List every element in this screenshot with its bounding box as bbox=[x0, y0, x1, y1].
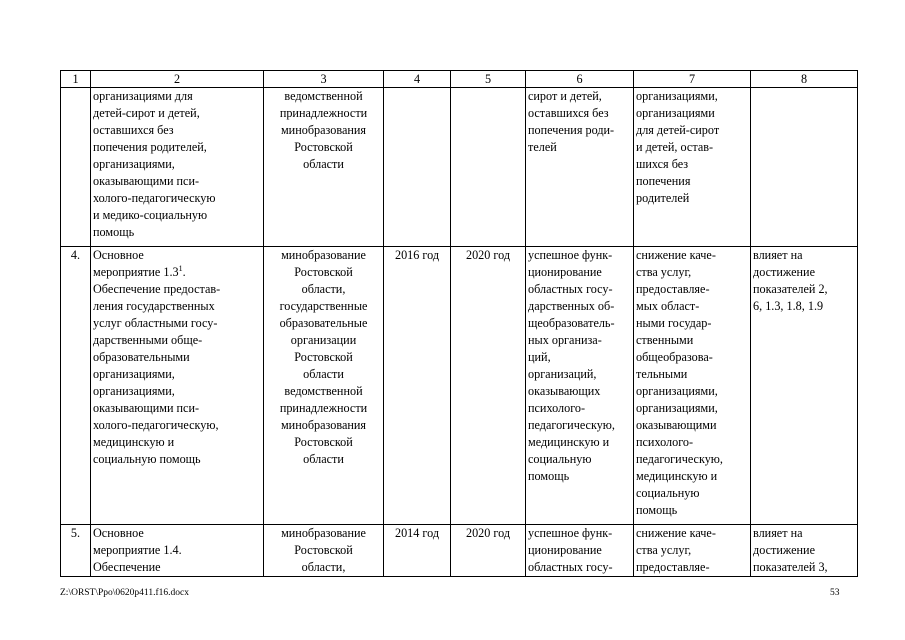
measure-name: организациями для детей-сирот и детей, оставшихся без попечения родителей, организациями, оказывающими пси- холого-педагогическую и медико-социальную помощь bbox=[91, 88, 264, 247]
document-path: Z:\ORST\Ppo\0620p411.f16.docx bbox=[60, 588, 189, 598]
header-col-7: 7 bbox=[634, 71, 751, 88]
measure-name bbox=[91, 247, 264, 525]
non-implementation-consequence: снижение каче- ства услуг, предоставляе- мых област- ными государ- ственными общеобразова- тельными организациями, организациями, оказывающими психолого- педагогическую, медицинскую и социальную помощь bbox=[634, 247, 751, 525]
row-number bbox=[61, 88, 91, 247]
measure-name: Основное мероприятие 1.4. Обеспечение bbox=[91, 525, 264, 577]
start-year: 2016 год bbox=[384, 247, 451, 525]
measure-name-rest: . Обеспечение предостав- ления государственных услуг областными госу- дарственными обще- образовательными организациями, организациями, оказывающими пси- холого-педагогическую, медицинскую и социальную помощь bbox=[93, 265, 221, 466]
header-col-3: 3 bbox=[264, 71, 384, 88]
end-year: 2020 год bbox=[451, 525, 526, 577]
expected-result: успешное функ- ционирование областных госу- bbox=[526, 525, 634, 577]
table-row bbox=[61, 88, 858, 247]
indicator-link: влияет на достижение показателей 2, 6, 1.3, 1.8, 1.9 bbox=[751, 247, 858, 525]
executor: ведомственной принадлежности минобразования Ростовской области bbox=[264, 88, 384, 247]
table-row bbox=[61, 525, 858, 577]
end-year bbox=[451, 88, 526, 247]
indicator-link bbox=[751, 88, 858, 247]
header-col-1: 1 bbox=[61, 71, 91, 88]
indicator-link: влияет на достижение показателей 3, bbox=[751, 525, 858, 577]
header-col-4: 4 bbox=[384, 71, 451, 88]
expected-result: успешное функ- ционирование областных госу- дарственных об- щеобразователь- ных организа- ций, организаций, оказывающих психолого- педагогическую, медицинскую и социальную помощь bbox=[526, 247, 634, 525]
executor: минобразование Ростовской области, государственные образовательные организации Ростовской области ведомственной принадлежности минобразования Ростовской области bbox=[264, 247, 384, 525]
footnote-marker: 1 bbox=[178, 263, 183, 273]
table-row bbox=[61, 247, 858, 525]
start-year: 2014 год bbox=[384, 525, 451, 577]
expected-result: сирот и детей, оставшихся без попечения роди- телей bbox=[526, 88, 634, 247]
header-col-8: 8 bbox=[751, 71, 858, 88]
row-number: 4. bbox=[61, 247, 91, 525]
header-row bbox=[61, 71, 858, 88]
header-col-6: 6 bbox=[526, 71, 634, 88]
non-implementation-consequence: организациями, организациями для детей-сирот и детей, остав- шихся без попечения родителей bbox=[634, 88, 751, 247]
row-number: 5. bbox=[61, 525, 91, 577]
non-implementation-consequence: снижение каче- ства услуг, предоставляе- bbox=[634, 525, 751, 577]
header-col-2: 2 bbox=[91, 71, 264, 88]
start-year bbox=[384, 88, 451, 247]
measure-name-main: Основное мероприятие 1.3 bbox=[93, 248, 179, 279]
program-measures-table bbox=[60, 70, 858, 577]
page-number: 53 bbox=[830, 588, 840, 598]
header-col-5: 5 bbox=[451, 71, 526, 88]
end-year: 2020 год bbox=[451, 247, 526, 525]
executor: минобразование Ростовской области, bbox=[264, 525, 384, 577]
